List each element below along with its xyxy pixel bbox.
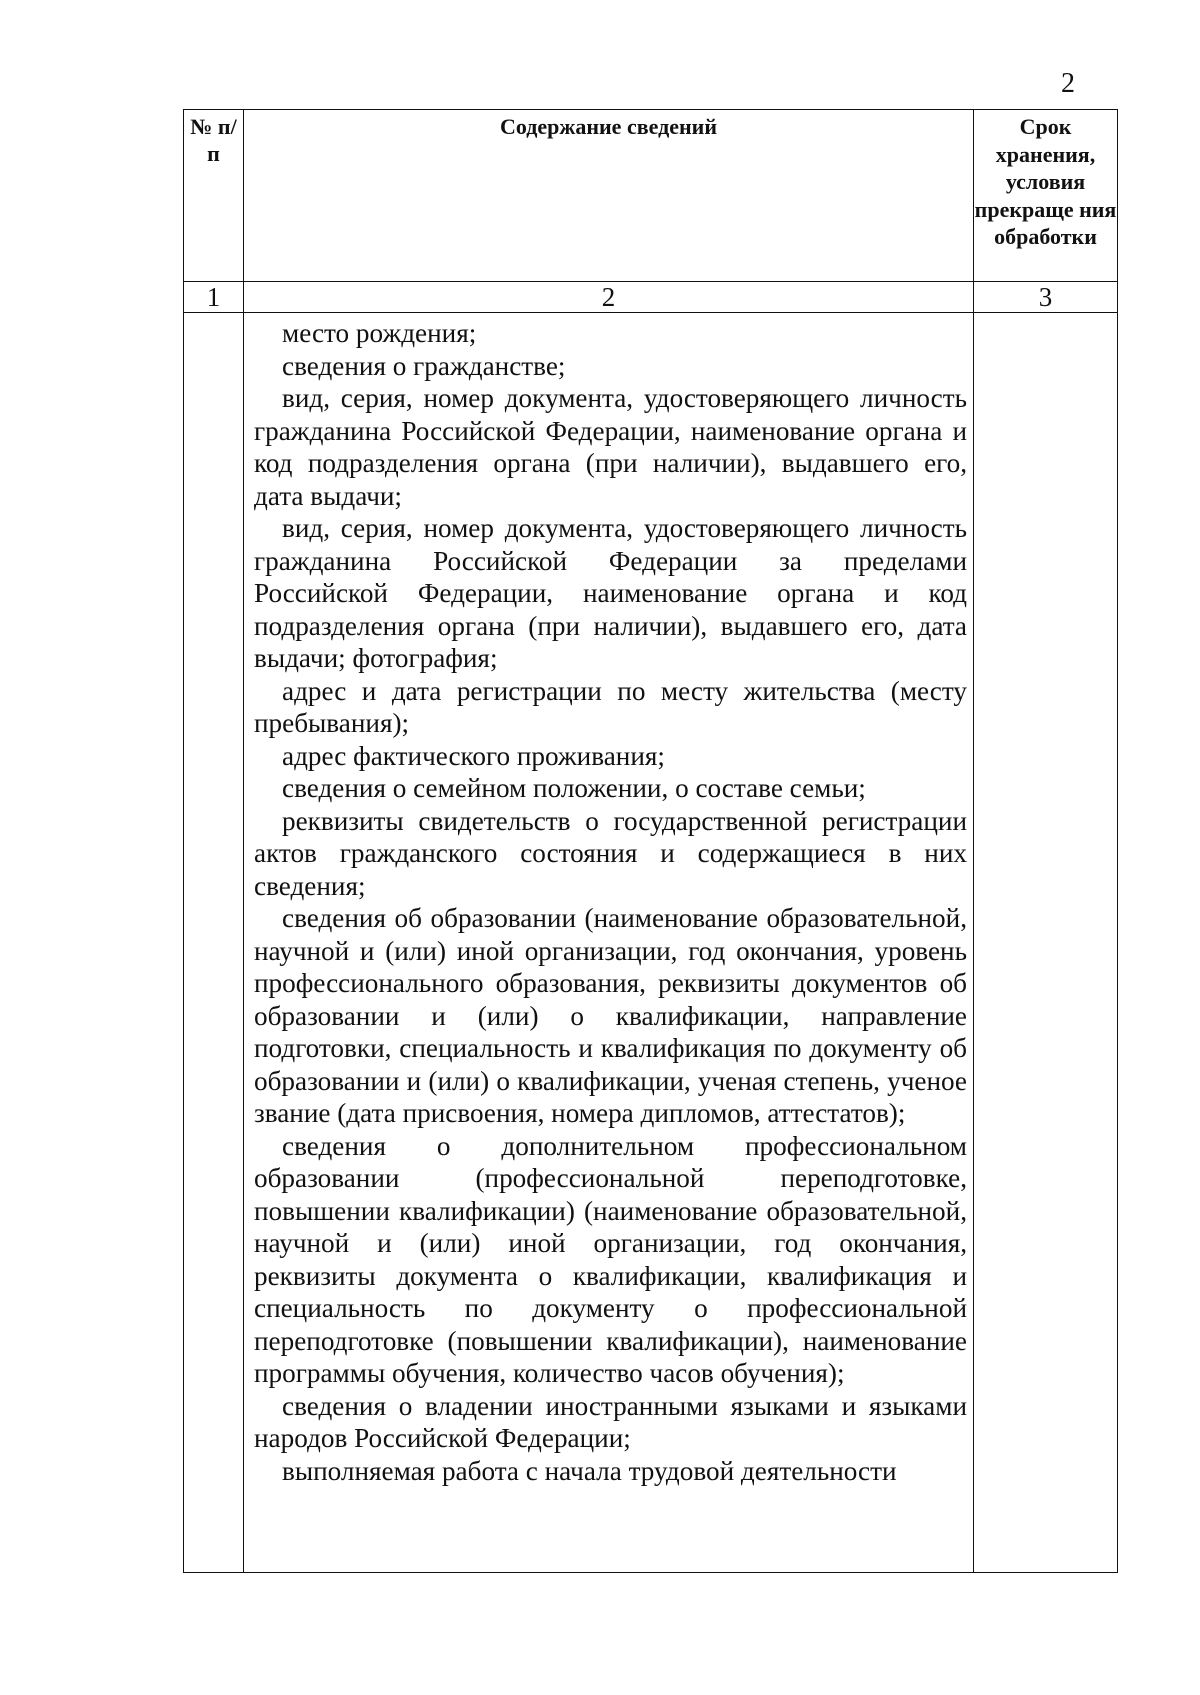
paragraph: сведения о семейном положении, о составе семьи;	[282, 773, 866, 803]
paragraph: адрес и дата регистрации по месту жительства (месту пребывания);	[254, 675, 967, 738]
paragraph: вид, серия, номер документа, удостоверяющего личность гражданина Российской Федерации, наименование органа и код подразделения органа (при наличии), выдавшего его, дата выдачи;	[254, 383, 967, 511]
row-number-cell	[184, 313, 244, 1573]
header-content: Содержание сведений	[244, 110, 974, 282]
column-number-1: 1	[184, 282, 244, 313]
paragraph: выполняемая работа с начала трудовой деятельности	[282, 1455, 897, 1486]
paragraph: сведения о дополнительном профессиональном образовании (профессиональной переподготовке, повышении квалификации) (наименование образовательной, научной и (или) иной организации, год окончания, реквизиты документа о квалификации, квалификация и специальность по документу о профессиональной переподготовке (повышении квалификации), наименование программы обучения, количество часов обучения);	[254, 1130, 967, 1388]
paragraph: реквизиты свидетельств о государственной регистрации актов гражданского состояния и содержащиеся в них сведения;	[254, 805, 967, 901]
table-row	[184, 313, 1118, 1573]
paragraph: адрес фактического проживания;	[282, 740, 665, 771]
column-number-2: 2	[244, 282, 974, 313]
paragraph: место рождения;	[282, 318, 477, 348]
retention-cell	[974, 313, 1118, 1573]
paragraph: сведения о владении иностранными языками и языками народов Российской Федерации;	[254, 1390, 967, 1453]
page-number: 2	[1061, 68, 1075, 99]
table-header-row	[184, 110, 1118, 282]
paragraph: сведения об образовании (наименование образовательной, научной и (или) иной организации, год окончания, уровень профессионального образования, реквизиты документов об образовании и (или) о квалификации, направление подготовки, специальность и квалификация по документу об образовании и (или) о квалификации, ученая степень, ученое звание (дата присвоения, номера дипломов, аттестатов);	[254, 903, 967, 1128]
paragraph: сведения о гражданстве;	[282, 350, 566, 381]
data-table	[183, 109, 1118, 1573]
column-number-3: 3	[974, 282, 1118, 313]
header-number: № п/п	[184, 110, 244, 282]
content-cell	[244, 313, 974, 1573]
header-retention: Срок хранения, условия прекраще ния обработки	[974, 110, 1118, 282]
paragraph: вид, серия, номер документа, удостоверяющего личность гражданина Российской Федерации за пределами Российской Федерации, наименование органа и код подразделения органа (при наличии), выдавшего его, дата выдачи; фотография;	[254, 513, 967, 673]
column-numbers-row	[184, 282, 1118, 313]
